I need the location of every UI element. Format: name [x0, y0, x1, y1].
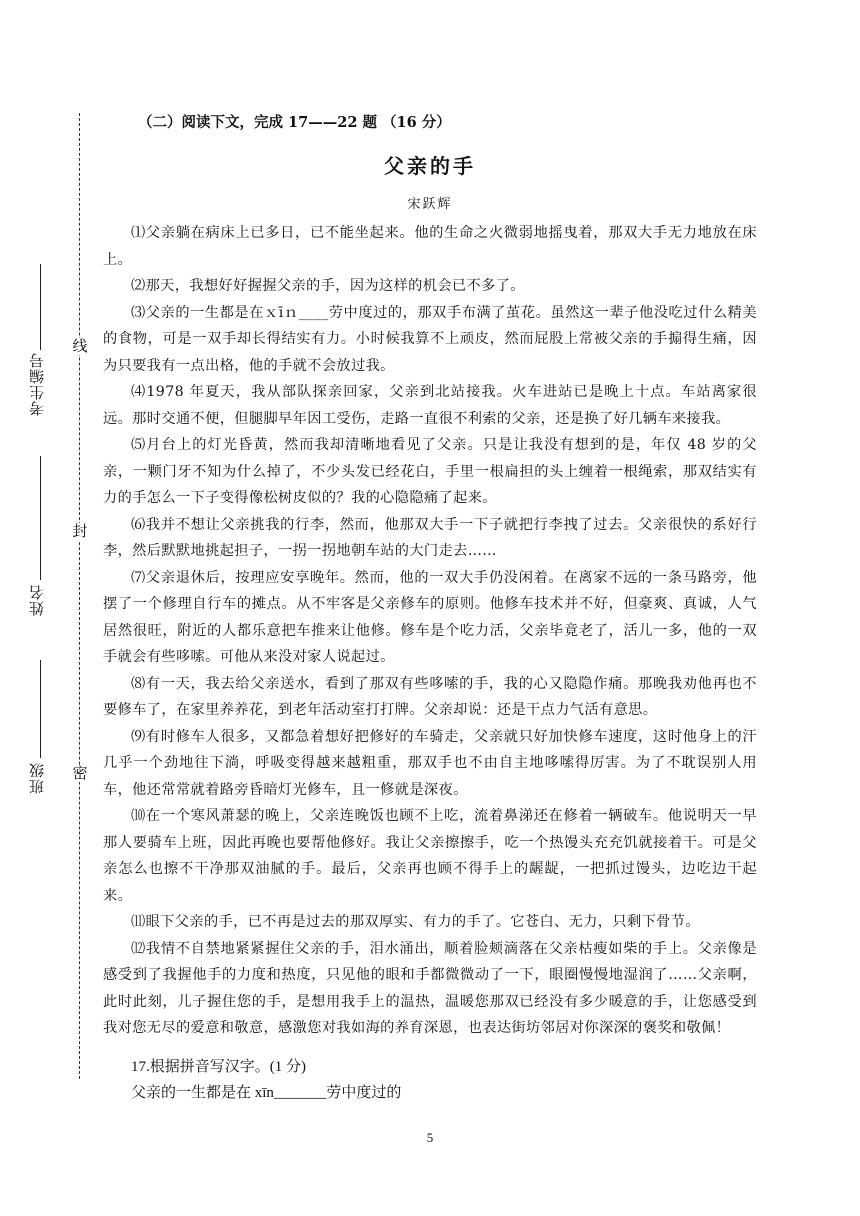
binding-mark-line: 线: [72, 337, 88, 355]
paragraph-12: ⑿我情不自禁地紧紧握住父亲的手，泪水涌出，顺着脸颊滴落在父亲枯瘦如柴的手上。父亲像是感受到了我握他手的力度和热度，只见他的眼和手都微微动了一下，眼圈慢慢地湿润了……父亲啊，此时此刻，儿子握住您的手，是想用我手上的温热，温暖您那双已经没有多少暖意的手，让您感受到我对您无尽的爱意和敬意，感激您对我如海的养育深恩，也表达街坊邻居对你深深的褒奖和敬佩！: [103, 940, 757, 1036]
field-line-student-id[interactable]: [40, 264, 41, 350]
binding-dashed-line: [79, 113, 80, 1079]
paragraph-4: ⑷1978 年夏天，我从部队探亲回家，父亲到北站接我。火车进站已是晚上十点。车站离家很远。那时交通不便，但腿脚早年因工受伤，走路一直很不利索的父亲，还是换了好几辆车来接我。: [103, 384, 757, 427]
page-number: 5: [426, 1130, 434, 1145]
field-line-name[interactable]: [40, 456, 41, 580]
binding-mark-seal: 封: [72, 522, 88, 540]
question-17-line: 父亲的一生都是在 xīn_______劳中度过的: [131, 1085, 402, 1101]
binding-mark-secret: 密: [72, 764, 88, 782]
field-line-class[interactable]: [40, 660, 41, 758]
article-author: 宋跃辉: [407, 197, 453, 212]
paragraph-11: ⑾眼下父亲的手，已不再是过去的那双厚实、有力的手了。它苍白、无力，只剩下骨节。: [131, 914, 700, 930]
paragraph-3: ⑶父亲的一生都是在ｘīｎ____劳中度过的，那双手布满了茧花。虽然这一辈子他没吃过什么精美的食物，可是一双手却长得结实有力。小时候我算不上顽皮，然而屁股上常被父亲的手搧得生痛，因为只要我有一点出格，他的手就不会放过我。: [103, 304, 757, 374]
paragraph-10: ⑽在一个寒风萧瑟的晚上，父亲连晚饭也顾不上吃，流着鼻涕还在修着一辆破车。他说明天一早那人要骑车上班，因此再晚也要帮他修好。我让父亲擦擦手，吃一个热馒头充充饥就接着干。可是父亲怎么也擦不干净那双油腻的手。最后，父亲再也顾不得手上的龌龊，一把抓过馒头，边吃边干起来。: [103, 808, 757, 904]
paragraph-2: ⑵那天，我想好好握握父亲的手，因为这样的机会已不多了。: [131, 278, 525, 294]
paragraph-1: ⑴父亲躺在病床上已多日，已不能坐起来。他的生命之火微弱地摇曳着，那双大手无力地放在床上。: [103, 225, 757, 268]
field-label-class: 班级: [28, 762, 46, 794]
section-heading: （二）阅读下文，完成 17——22 题 （16 分）: [138, 114, 451, 131]
paragraph-7: ⑺父亲退休后，按理应安享晚年。然而，他的一双大手仍没闲着。在离家不远的一条马路旁，他摆了一个修理自行车的摊点。从不牢客是父亲修车的原则。他修车技术并不好，但豪爽、真诚，人气居然很旺，附近的人都乐意把车推来让他修。修车是个吃力活，父亲毕竟老了，活儿一多，他的一双手就会有些哆嗦。可他从来没对家人说起过。: [103, 569, 757, 665]
paragraph-9: ⑼有时修车人很多，又都急着想好把修好的车骑走，父亲就只好加快修车速度，这时他身上的汗几乎一个劲地往下淌，呼吸变得越来越粗重，那双手也不由自主地哆嗦得厉害。为了不耽误别人用车，他还常常就着路旁昏暗灯光修车，且一修就是深夜。: [103, 728, 757, 798]
article-title: 父亲的手: [384, 154, 476, 178]
paragraph-6: ⑹我并不想让父亲挑我的行李，然而，他那双大手一下子就把行李拽了过去。父亲很快的系好行李，然后默默地挑起担子，一拐一拐地朝车站的大门走去……: [103, 516, 757, 559]
paragraph-8: ⑻有一天，我去给父亲送水，看到了那双有些哆嗦的手，我的心又隐隐作痛。那晚我劝他再也不要修车了，在家里养养花，到老年活动室打打牌。父亲却说：还是干点力气活有意思。: [103, 675, 757, 718]
field-label-student-id: 考生编号: [28, 352, 46, 416]
field-label-name: 姓名: [28, 584, 46, 616]
paragraph-5: ⑸月台上的灯光昏黄，然而我却清晰地看见了父亲。只是让我没有想到的是，年仅 48 岁的父亲，一颗门牙不知为什么掉了，不少头发已经花白，手里一根扁担的头上缠着一根绳索，那双结实有力的手怎么一下子变得像松树皮似的？我的心隐隐痛了起来。: [103, 437, 757, 506]
question-17-prompt: 17.根据拼音写汉字。(1 分): [131, 1059, 306, 1075]
article-body: [103, 220, 757, 1042]
